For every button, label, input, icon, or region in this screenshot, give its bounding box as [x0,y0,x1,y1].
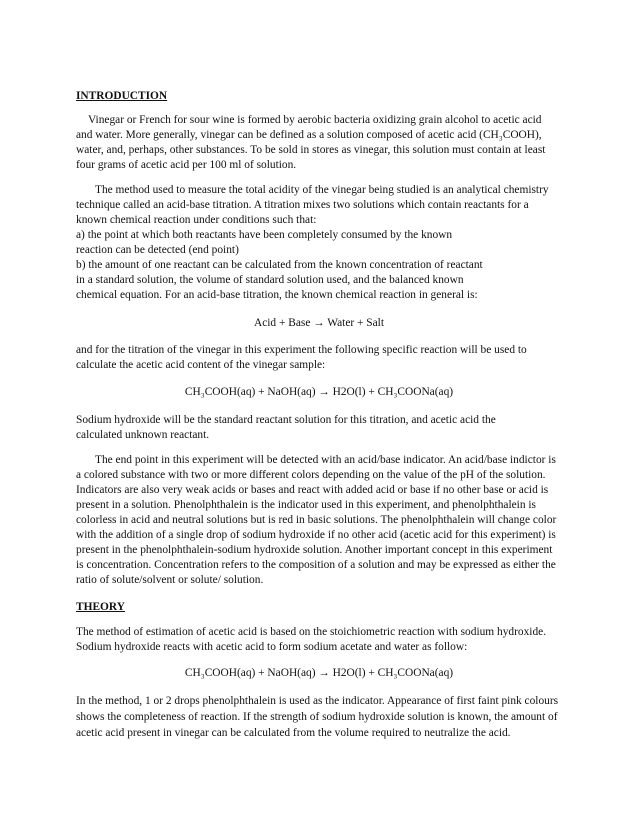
theory-p1-line-1: The method of estimation of acetic acid is based on the stoichiometric reaction with sodium hydroxide. [76,626,547,638]
intro-p2-line-8: chemical equation. For an acid-base titration, the known chemical reaction in general is: [76,289,478,301]
intro-p3-line-1: and for the titration of the vinegar in this experiment the following specific reaction will be used to [76,344,527,356]
theory-p1-line-2: Sodium hydroxide reacts with acetic acid to form sodium acetate and water as follow: [76,641,468,653]
intro-p5-line-8: is concentration. Concentration refers to the composition of a solution and may be expressed as either the [76,559,556,571]
intro-p3-line-2: calculate the acetic acid content of the vinegar sample: [76,359,326,371]
theory-heading: THEORY [76,601,125,613]
theory-reaction-equation: CH₃COOH(aq) + NaOH(aq) → H2O(l) + CH₃COONa(aq) [184,667,454,679]
intro-p1-line-4: four grams of acetic acid per 100 ml of solution. [76,159,297,171]
theory-p2-line-1: In the method, 1 or 2 drops phenolphthalein is used as the indicator. Appearance of first faint pink colours [76,695,559,707]
intro-p5-line-1: The end point in this experiment will be detected with an acid/base indicator. An acid/base indictor is [95,454,556,466]
intro-p1-line-2: and water. More generally, vinegar can be defined as a solution composed of acetic acid (CH₃COOH), [76,129,542,141]
intro-p2-line-2: technique called an acid-base titration. A titration mixes two solutions which contain reactants for a [76,199,529,211]
specific-reaction-equation: CH₃COOH(aq) + NaOH(aq) → H2O(l) + CH₃COONa(aq) [184,386,454,398]
intro-p5-line-3: Indicators are also very weak acids or bases and react with added acid or base if no other base or acid is [76,484,549,496]
intro-p5-line-7: present in the phenolphthalein-sodium hydroxide solution. Another important concept in this experiment [76,544,553,556]
intro-p2-line-3: known chemical reaction under conditions such that: [76,214,317,226]
general-reaction-equation: Acid + Base → Water + Salt [253,317,385,329]
intro-p2-line-5: reaction can be detected (end point) [76,244,239,256]
theory-p2-line-3: acetic acid present in vinegar can be calculated from the volume required to neutralize the acid. [76,727,511,739]
intro-p4-line-2: calculated unknown reactant. [76,429,210,441]
intro-p5-line-6: with the addition of a single drop of sodium hydroxide if no other acid (acetic acid for this experiment) is [76,529,556,541]
theory-p2-line-2: shows the completeness of reaction. If the strength of sodium hydroxide solution is known, the amount of [76,711,558,723]
intro-p5-line-2: a colored substance with two or more different colors depending on the value of the pH of the solution. [76,469,546,481]
intro-p2-line-6: b) the amount of one reactant can be calculated from the known concentration of reactant [76,259,483,271]
intro-p1-line-1: Vinegar or French for sour wine is formed by aerobic bacteria oxidizing grain alcohol to acetic acid [88,114,542,126]
introduction-heading: INTRODUCTION [76,90,168,102]
intro-p2-line-7: in a standard solution, the volume of standard solution used, and the balanced known [76,274,464,286]
intro-p5-line-9: ratio of solute/solvent or solute/ solution. [76,574,264,586]
intro-p1-line-3: water, and, perhaps, other substances. To be sold in stores as vinegar, this solution must contain at least [76,144,546,156]
intro-p5-line-5: colorless in acid and neutral solutions but is red in basic solutions. The phenolphthalein will change color [76,514,557,526]
intro-p4-line-1: Sodium hydroxide will be the standard reactant solution for this titration, and acetic acid the [76,414,496,426]
intro-p5-line-4: present in a solution. Phenolphthalein is the indicator used in this experiment, and phenolphthalein is [76,499,536,511]
intro-p2-line-4: a) the point at which both reactants have been completely consumed by the known [76,229,453,241]
intro-p2-line-1: The method used to measure the total acidity of the vinegar being studied is an analytical chemistry [95,184,549,196]
